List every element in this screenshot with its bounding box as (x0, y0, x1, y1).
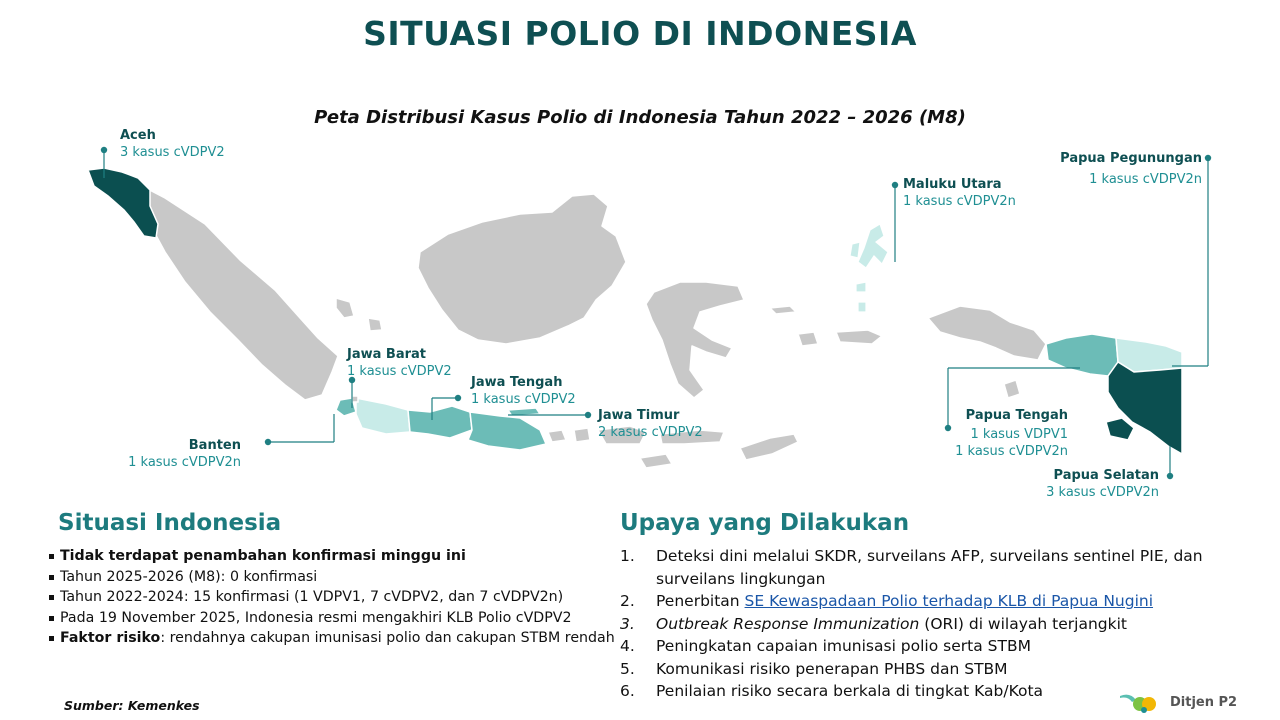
map-papua-selatan (1108, 362, 1182, 454)
list-item: 4. Peningkatan capaian imunisasi polio serta STBM (620, 637, 1031, 655)
dot-jawa-timur (585, 412, 591, 418)
map-jawa-barat (356, 398, 410, 434)
dot-banten (265, 439, 271, 445)
map-kalimantan (418, 194, 626, 344)
page-title: SITUASI POLIO DI INDONESIA (363, 14, 917, 53)
list-item: 1. Deteksi dini melalui SKDR, surveilans AFP, surveilans sentinel PIE, dan surveilans lingkungan (620, 547, 1203, 588)
ditjen-logo-icon (1118, 690, 1162, 714)
label-papua-pegunungan: Papua Pegunungan 1 kasus cVDPV2n (1060, 151, 1202, 187)
map-belitung (368, 318, 382, 331)
map-papua-tengah (1046, 334, 1118, 376)
map-sumatra (140, 185, 338, 400)
map-dki (352, 396, 358, 402)
situasi-heading: Situasi Indonesia (58, 510, 282, 536)
map-lombok (574, 428, 590, 442)
list-item: Tahun 2022-2024: 15 konfirmasi (1 VDPV1, 7 cVDPV2, dan 7 cVDPV2n) (48, 587, 618, 608)
list-item: 3. Outbreak Response Immunization (ORI) di wilayah terjangkit (620, 614, 1127, 633)
map-papua-barat (928, 306, 1046, 360)
ditjen-logo: Ditjen P2 (1118, 690, 1237, 714)
map-jawa-tengah (408, 406, 472, 438)
label-banten: Banten 1 kasus cVDPV2n (128, 438, 241, 470)
upaya-list (620, 545, 1240, 703)
label-jawa-timur: Jawa Timur 2 kasus cVDPV2 (598, 408, 703, 440)
map-title: Peta Distribusi Kasus Polio di Indonesia Tahun 2022 – 2026 (M8) (314, 107, 966, 128)
source-note: Sumber: Kemenkes (64, 698, 200, 713)
map-sulawesi (646, 282, 744, 398)
list-item: Pada 19 November 2025, Indonesia resmi mengakhiri KLB Polio cVDPV2 (48, 608, 618, 629)
label-papua-selatan: Papua Selatan 3 kasus cVDPV2n (1046, 468, 1159, 500)
dot-papua-selatan (1167, 473, 1173, 479)
map-maluku-utara (858, 224, 888, 268)
dot-papua-tengah (945, 425, 951, 431)
map-jawa-timur (468, 412, 546, 450)
list-item: Faktor risiko: rendahnya cakupan imunisasi polio dan cakupan STBM rendah (48, 628, 618, 649)
dot-maluku-utara (892, 182, 898, 188)
dot-aceh (101, 147, 107, 153)
map-aceh (88, 168, 158, 238)
map-bali (548, 430, 566, 442)
map-buru (798, 332, 818, 346)
list-item: 6. Penilaian risiko secara berkala di tingkat Kab/Kota (620, 682, 1044, 700)
map-sumba (640, 454, 672, 468)
map-bangka (336, 298, 354, 318)
label-aceh: Aceh 3 kasus cVDPV2 (120, 128, 225, 160)
list-item: Tahun 2025-2026 (M8): 0 konfirmasi (48, 567, 618, 588)
label-jawa-barat: Jawa Barat 1 kasus cVDPV2 (347, 347, 452, 379)
map-timor (740, 434, 798, 460)
label-papua-tengah: Papua Tengah 1 kasus VDPV1 1 kasus cVDPV2n (955, 408, 1068, 459)
se-kewaspadaan-link[interactable]: SE Kewaspadaan Polio terhadap KLB di Papua Nugini (744, 592, 1154, 610)
dot-jawa-tengah (455, 395, 461, 401)
dot-papua-pegunungan (1205, 155, 1211, 161)
upaya-heading: Upaya yang Dilakukan (620, 510, 910, 536)
list-item: Tidak terdapat penambahan konfirmasi minggu ini (48, 546, 618, 567)
list-item: 2. Penerbitan SE Kewaspadaan Polio terhadap KLB di Papua Nugini (620, 592, 1154, 610)
list-item: 5. Komunikasi risiko penerapan PHBS dan STBM (620, 659, 1008, 678)
situasi-list (48, 546, 618, 649)
map-sula (770, 306, 796, 314)
map-kei-aru (1004, 380, 1020, 398)
map-seram (836, 330, 882, 344)
label-maluku-utara: Maluku Utara 1 kasus cVDPV2n (903, 177, 1016, 209)
label-jawa-tengah: Jawa Tengah 1 kasus cVDPV2 (471, 375, 576, 407)
map-papua-selatan-isl (1106, 418, 1134, 440)
